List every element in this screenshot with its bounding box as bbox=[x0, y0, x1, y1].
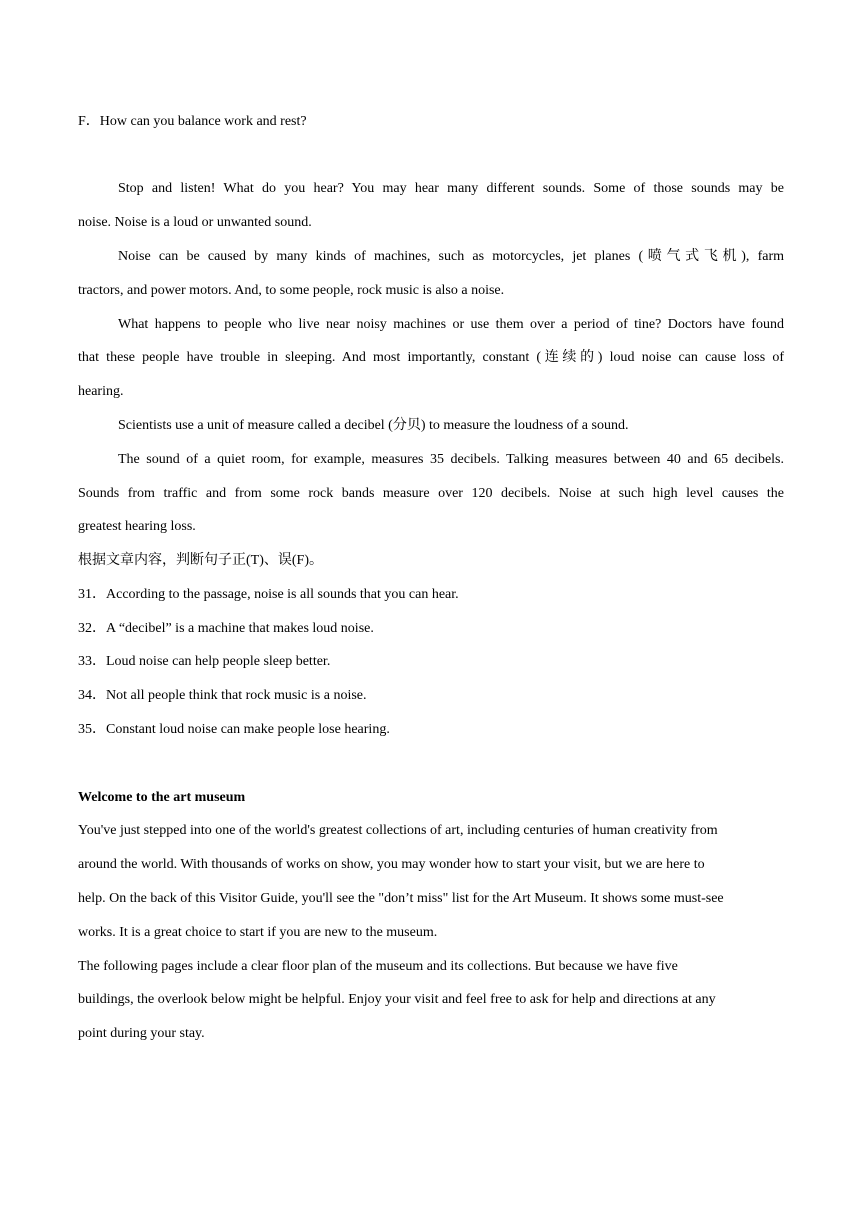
question-item: 32．A “decibel” is a machine that makes loud noise. bbox=[78, 621, 374, 636]
question-item: 35．Constant loud noise can make people lose hearing. bbox=[78, 722, 390, 737]
paragraph-line: What happens to people who live near noisy machines or use them over a period of tine? Doctors have found bbox=[118, 317, 784, 332]
question-item: 34．Not all people think that rock music is a noise. bbox=[78, 688, 367, 703]
option-f: F．How can you balance work and rest? bbox=[78, 114, 307, 129]
paragraph-line: Noise can be caused by many kinds of machines, such as motorcycles, jet planes (喷气式飞机), farm bbox=[118, 249, 784, 264]
paragraph-line: works. It is a great choice to start if you are new to the museum. bbox=[78, 925, 438, 940]
paragraph-line: greatest hearing loss. bbox=[78, 519, 196, 534]
paragraph-line: Sounds from traffic and from some rock bands measure over 120 decibels. Noise at such high level causes the bbox=[78, 486, 784, 501]
instruction: 根据文章内容，判断句子正(T)、误(F)。 bbox=[78, 553, 323, 568]
museum-title: Welcome to the art museum bbox=[78, 790, 246, 805]
paragraph-line: around the world. With thousands of works on show, you may wonder how to start your visit, but we are here to bbox=[78, 857, 705, 872]
paragraph-line: Stop and listen! What do you hear? You may hear many different sounds. Some of those sounds may be bbox=[118, 181, 784, 196]
paragraph-line: point during your stay. bbox=[78, 1026, 205, 1041]
question-item: 33．Loud noise can help people sleep better. bbox=[78, 654, 331, 669]
paragraph-line: that these people have trouble in sleeping. And most importantly, constant (连续的) loud noise can cause loss of bbox=[78, 350, 784, 365]
paragraph-line: buildings, the overlook below might be helpful. Enjoy your visit and feel free to ask for help and directions at any bbox=[78, 992, 716, 1007]
paragraph-line: tractors, and power motors. And, to some people, rock music is also a noise. bbox=[78, 283, 505, 298]
paragraph-line: noise. Noise is a loud or unwanted sound. bbox=[78, 215, 312, 230]
paragraph-line: The sound of a quiet room, for example, measures 35 decibels. Talking measures between 40 and 65 decibels. bbox=[118, 452, 784, 467]
paragraph-line: Scientists use a unit of measure called a decibel (分贝) to measure the loudness of a sound. bbox=[118, 418, 629, 433]
question-item: 31．According to the passage, noise is all sounds that you can hear. bbox=[78, 587, 459, 602]
paragraph-line: hearing. bbox=[78, 384, 124, 399]
paragraph-line: The following pages include a clear floor plan of the museum and its collections. But because we have five bbox=[78, 959, 678, 974]
paragraph-line: help. On the back of this Visitor Guide, you'll see the "don’t miss" list for the Art Museum. It shows some must-see bbox=[78, 891, 724, 906]
paragraph-line: You've just stepped into one of the world's greatest collections of art, including centuries of human creativity from bbox=[78, 823, 718, 838]
